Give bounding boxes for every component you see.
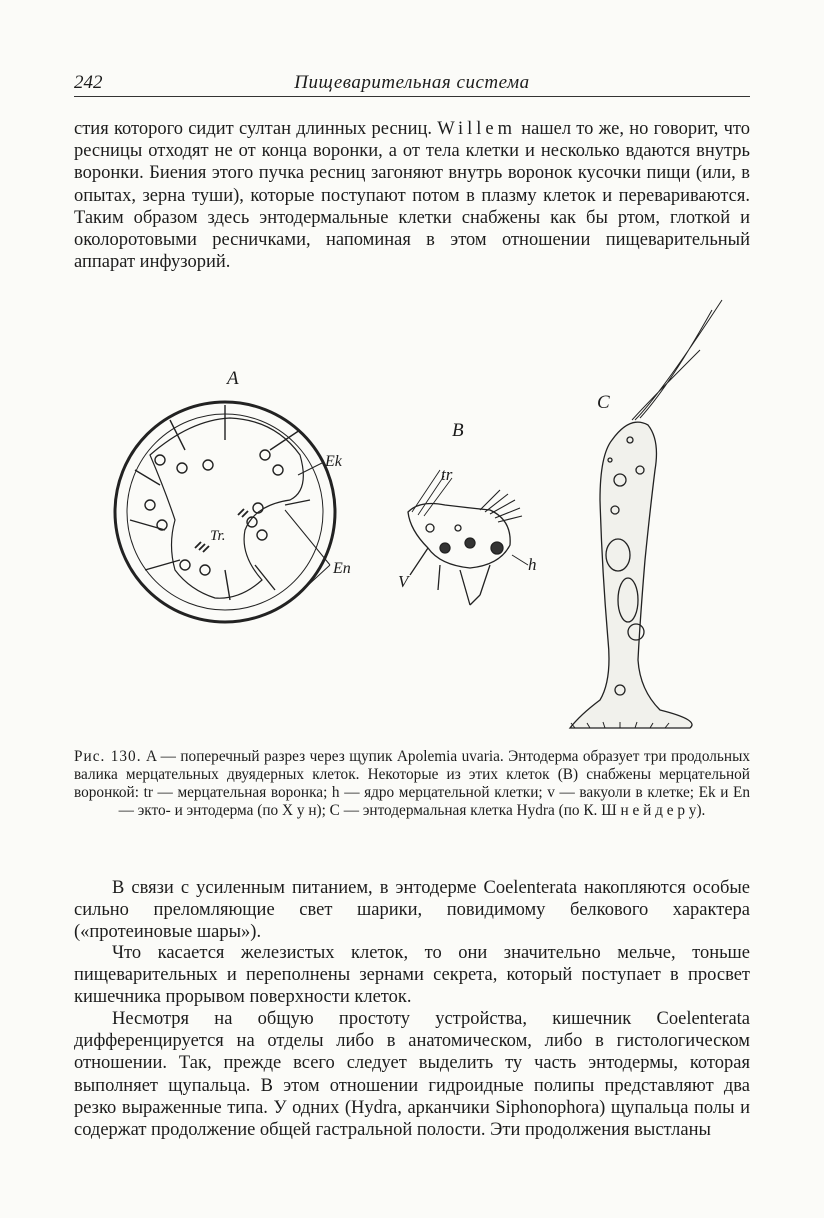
drawing-a-cross-section [115, 402, 335, 622]
label-en: En [333, 560, 351, 577]
body-paragraph-3: Несмотря на общую простоту устройства, кишечник Coelenterata дифференцируется на отделы либо в анатомическом, либо в гистологическом отношении. Так, прежде всего следует выделить ту часть энтодермы, которая выполняет щупальца. В этом отношении гидроидные полипы представляют два резко выраженные типа. У одних (Hydra, арканчики Siphonophora) щупальца полы и содержат продолжение общей гастральной полости. Эти продолжения выстланы [74, 1009, 750, 1141]
figure-caption [74, 748, 750, 820]
top-paragraph-part1: стия которого сидит султан длинных ресниц. [74, 119, 438, 139]
label-c: C [597, 392, 610, 413]
drawing-a-leaders [285, 463, 330, 588]
caption-text: A — поперечный разрез через щупик Apolemia uvaria. Энтодерма образует три продольных валика мерцательных двуядерных клеток. Некоторые из этих клеток (B) снабжены мерцательной воронкой: tr — мерцательная воронка; h — ядро мерцательной клетки; v — вакуоли в клетке; Ek и En — экто- и энтодерма (по Х у н); C — энтодермальная клетка Hydra (по К. Ш н е й д е р у). [74, 748, 750, 819]
author-name: Willem [437, 119, 517, 139]
label-tr-b: tr [441, 465, 453, 484]
page-number: 242 [74, 72, 103, 93]
drawing-b-flagellated-cell [408, 470, 528, 605]
label-h: h [528, 555, 537, 574]
running-title: Пищеварительная система [294, 72, 530, 93]
label-v: V [398, 572, 409, 591]
label-b: B [452, 420, 464, 441]
label-ek: Ek [325, 453, 342, 470]
caption-prefix: Рис. 130. [74, 748, 142, 765]
body-paragraph-1: В связи с усиленным питанием, в энтодерме Coelenterata накопляются особые сильно преломляющие свет шарики, повидимому белкового характера («протеиновые шары»). [74, 878, 750, 943]
label-a: A [227, 368, 239, 389]
top-paragraph-part2: нашел то же, но говорит, что ресницы отходят не от конца воронки, а от тела клетки и несколько вдаются внутрь воронки. Биения этого пучка ресниц загоняют внутрь воронок кусочки пищи (или, в опытах, зерна туши), которые поступают потом в плазму клеток и перевариваются. Таким образом здесь энтодермальные клетки снабжены как бы ртом, глоткой и околоротовыми ресничками, напоминая в этом отношении пищеварительный аппарат инфузорий. [74, 119, 751, 273]
body-paragraph-2: Что касается железистых клеток, то они значительно мельче, тоньше пищеварительных и переполнены зернами секрета, который поступает в просвет кишечника прорывом поверхности клеток. [74, 943, 750, 1008]
drawing-c-hydra-cell [570, 300, 722, 728]
label-tr-a: Tr. [210, 528, 226, 544]
